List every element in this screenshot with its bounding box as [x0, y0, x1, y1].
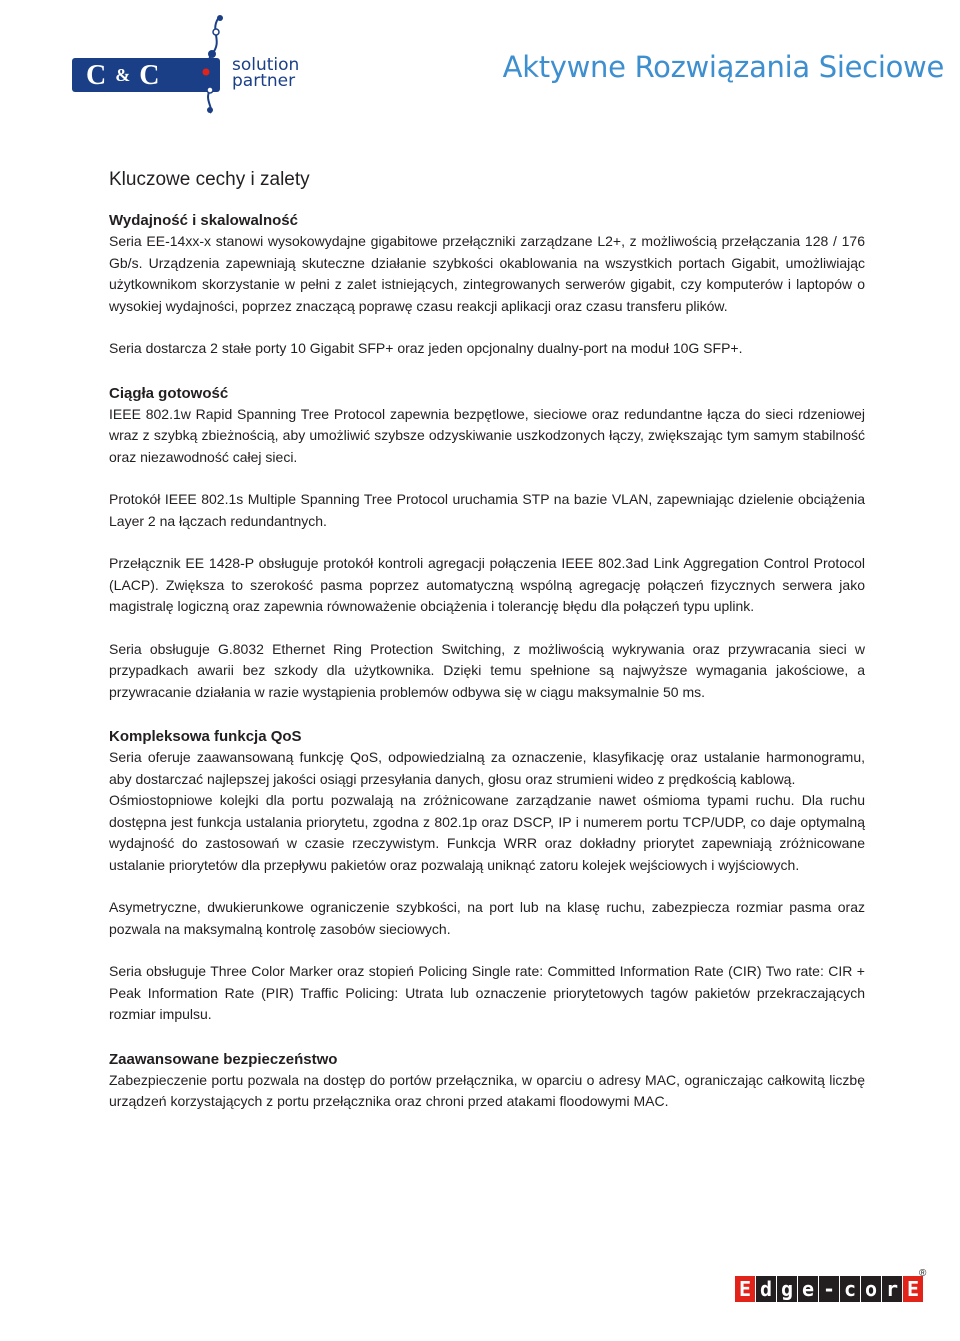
logo-letter: o [861, 1276, 881, 1302]
paragraph: Seria oferuje zaawansowaną funkcję QoS, odpowiedzialną za oznaczenie, klasyfikację oraz ustalanie harmonogramu, aby dostarczać najlepszej jakości osiągi przesyłania danych, głosu oraz strumieni wideo z prędkością kablową. [109, 749, 865, 787]
logo-letter: E [735, 1276, 755, 1302]
logo-letter: r [882, 1276, 902, 1302]
paragraph: Seria obsługuje Three Color Marker oraz stopień Policing Single rate: Committed Information Rate (CIR) Two rate: CIR + Peak Information Rate (PIR) Traffic Policing: Utrata lub oznaczenie priorytetowych tagów pakietów przekraczających rozmiar impulsu. [109, 963, 865, 1022]
registered-mark: ® [919, 1268, 927, 1279]
logo-letter: d [756, 1276, 776, 1302]
paragraph: Przełącznik EE 1428-P obsługuje protokół kontroli agregacji połączenia IEEE 802.3ad Link Aggregation Control Protocol (LACP). Zwiększa to szerokość pasma poprzez automatyczną wspólną agregację połączeń fizycznych serwera jako magistralę logiczną oraz zapewnia równoważenie obciążenia i tolerancję błędu dla połączeń typu uplink. [109, 555, 865, 614]
page-title: Aktywne Rozwiązania Sieciowe [502, 50, 944, 84]
chain-swirl-icon [190, 14, 234, 114]
paragraph: Seria EE-14xx-x stanowi wysokowydajne gigabitowe przełączniki zarządzane L2+, z możliwością przełączania 128 / 176 Gb/s. Urządzenia zapewniają skuteczne działanie szybkości okablowania na wszystkich portach Gigabit, umożliwiając użytkownikom skorzystanie w pełni z zalet istniejących, zintegrowanych serwerów gigabit, czy komputerów i laptopów o wysokiej wydajności, poprzez znaczącą poprawę czasu reakcji aplikacji oraz czasu transferu plików. [109, 233, 865, 314]
paragraph: IEEE 802.1w Rapid Spanning Tree Protocol zapewnia bezpętlowe, sieciowe oraz redundantne łącza do sieci rdzeniowej wraz z szybką zbieżnością, aby umożliwić szybsze odzyskiwanie uszkodzonych łączy, zwiększając tym samym stabilność oraz niezawodność całej sieci. [109, 405, 865, 465]
paragraph: Asymetryczne, dwukierunkowe ograniczenie szybkości, na port lub na klasę ruchu, zabezpiecza rozmiar pasma oraz pozwala na maksymalną kontrolę zasobów sieciowych. [109, 899, 865, 937]
edge-core-logo [735, 1268, 927, 1306]
logo-letter: E [903, 1276, 923, 1302]
section-heading-security: Zaawansowane bezpieczeństwo [109, 1050, 338, 1068]
paragraph: Zabezpieczenie portu pozwala na dostęp do portów przełącznika, w oparciu o adresy MAC, ograniczając całkowitą liczbę urządzeń korzystających z portu przełącznika oraz chroni przed atakami floodowymi MAC. [109, 1071, 865, 1109]
paragraph: Seria dostarcza 2 stałe porty 10 Gigabit SFP+ oraz jeden opcjonalny dualny-port na moduł 10G SFP+. [109, 340, 743, 356]
logo-tagline: solution partner [232, 55, 300, 91]
page-header [0, 0, 960, 130]
logo-letter: - [819, 1276, 839, 1302]
paragraph: Ośmiostopniowe kolejki dla portu pozwalają na zróżnicowane zarządzanie nawet ośmioma typami ruchu. Dla ruchu dostępna jest funkcja ustalania priorytetu, zgodna z 802.1p oraz DSCP, IP i numerem portu TCP/UDP, co daje optymalną wydajność do zastosowań w czasie rzeczywistym. Funkcja WRR oraz dokładny priorytet zapewniają zróżnicowane ustalanie priorytetów dla przepływu pakietów oraz pozwalają uniknąć zatoru kolejek wejściowych i wyjściowych. [109, 792, 865, 873]
section-heading-performance: Wydajność i skalowalność [109, 212, 298, 229]
logo-letter: c [840, 1276, 860, 1302]
section-heading-qos: Kompleksowa funkcja QoS [109, 728, 302, 745]
section-heading-availability: Ciągła gotowość [109, 384, 229, 402]
main-heading: Kluczowe cechy i zalety [109, 169, 310, 190]
paragraph: Protokół IEEE 802.1s Multiple Spanning Tree Protocol uruchamia STP na bazie VLAN, zapewniając dzielenie obciążenia Layer 2 na łączach redundantnych. [109, 491, 865, 529]
logo-letter: g [777, 1276, 797, 1302]
paragraph: Seria obsługuje G.8032 Ethernet Ring Protection Switching, z możliwością wykrywania oraz przywracania sieci w przypadkach awarii bez szkody dla użytkownika. Dzięki temu spełnione są najwyższe wymagania jakościowe, a przywracanie działania w razie wystąpienia problemów odbywa się w ciągu maksymalnie 50 ms. [109, 640, 865, 700]
logo-letter: e [798, 1276, 818, 1302]
cc-solution-partner-logo [72, 14, 312, 114]
document-body [109, 166, 865, 1113]
logo-wordmark: C & C [86, 60, 161, 91]
